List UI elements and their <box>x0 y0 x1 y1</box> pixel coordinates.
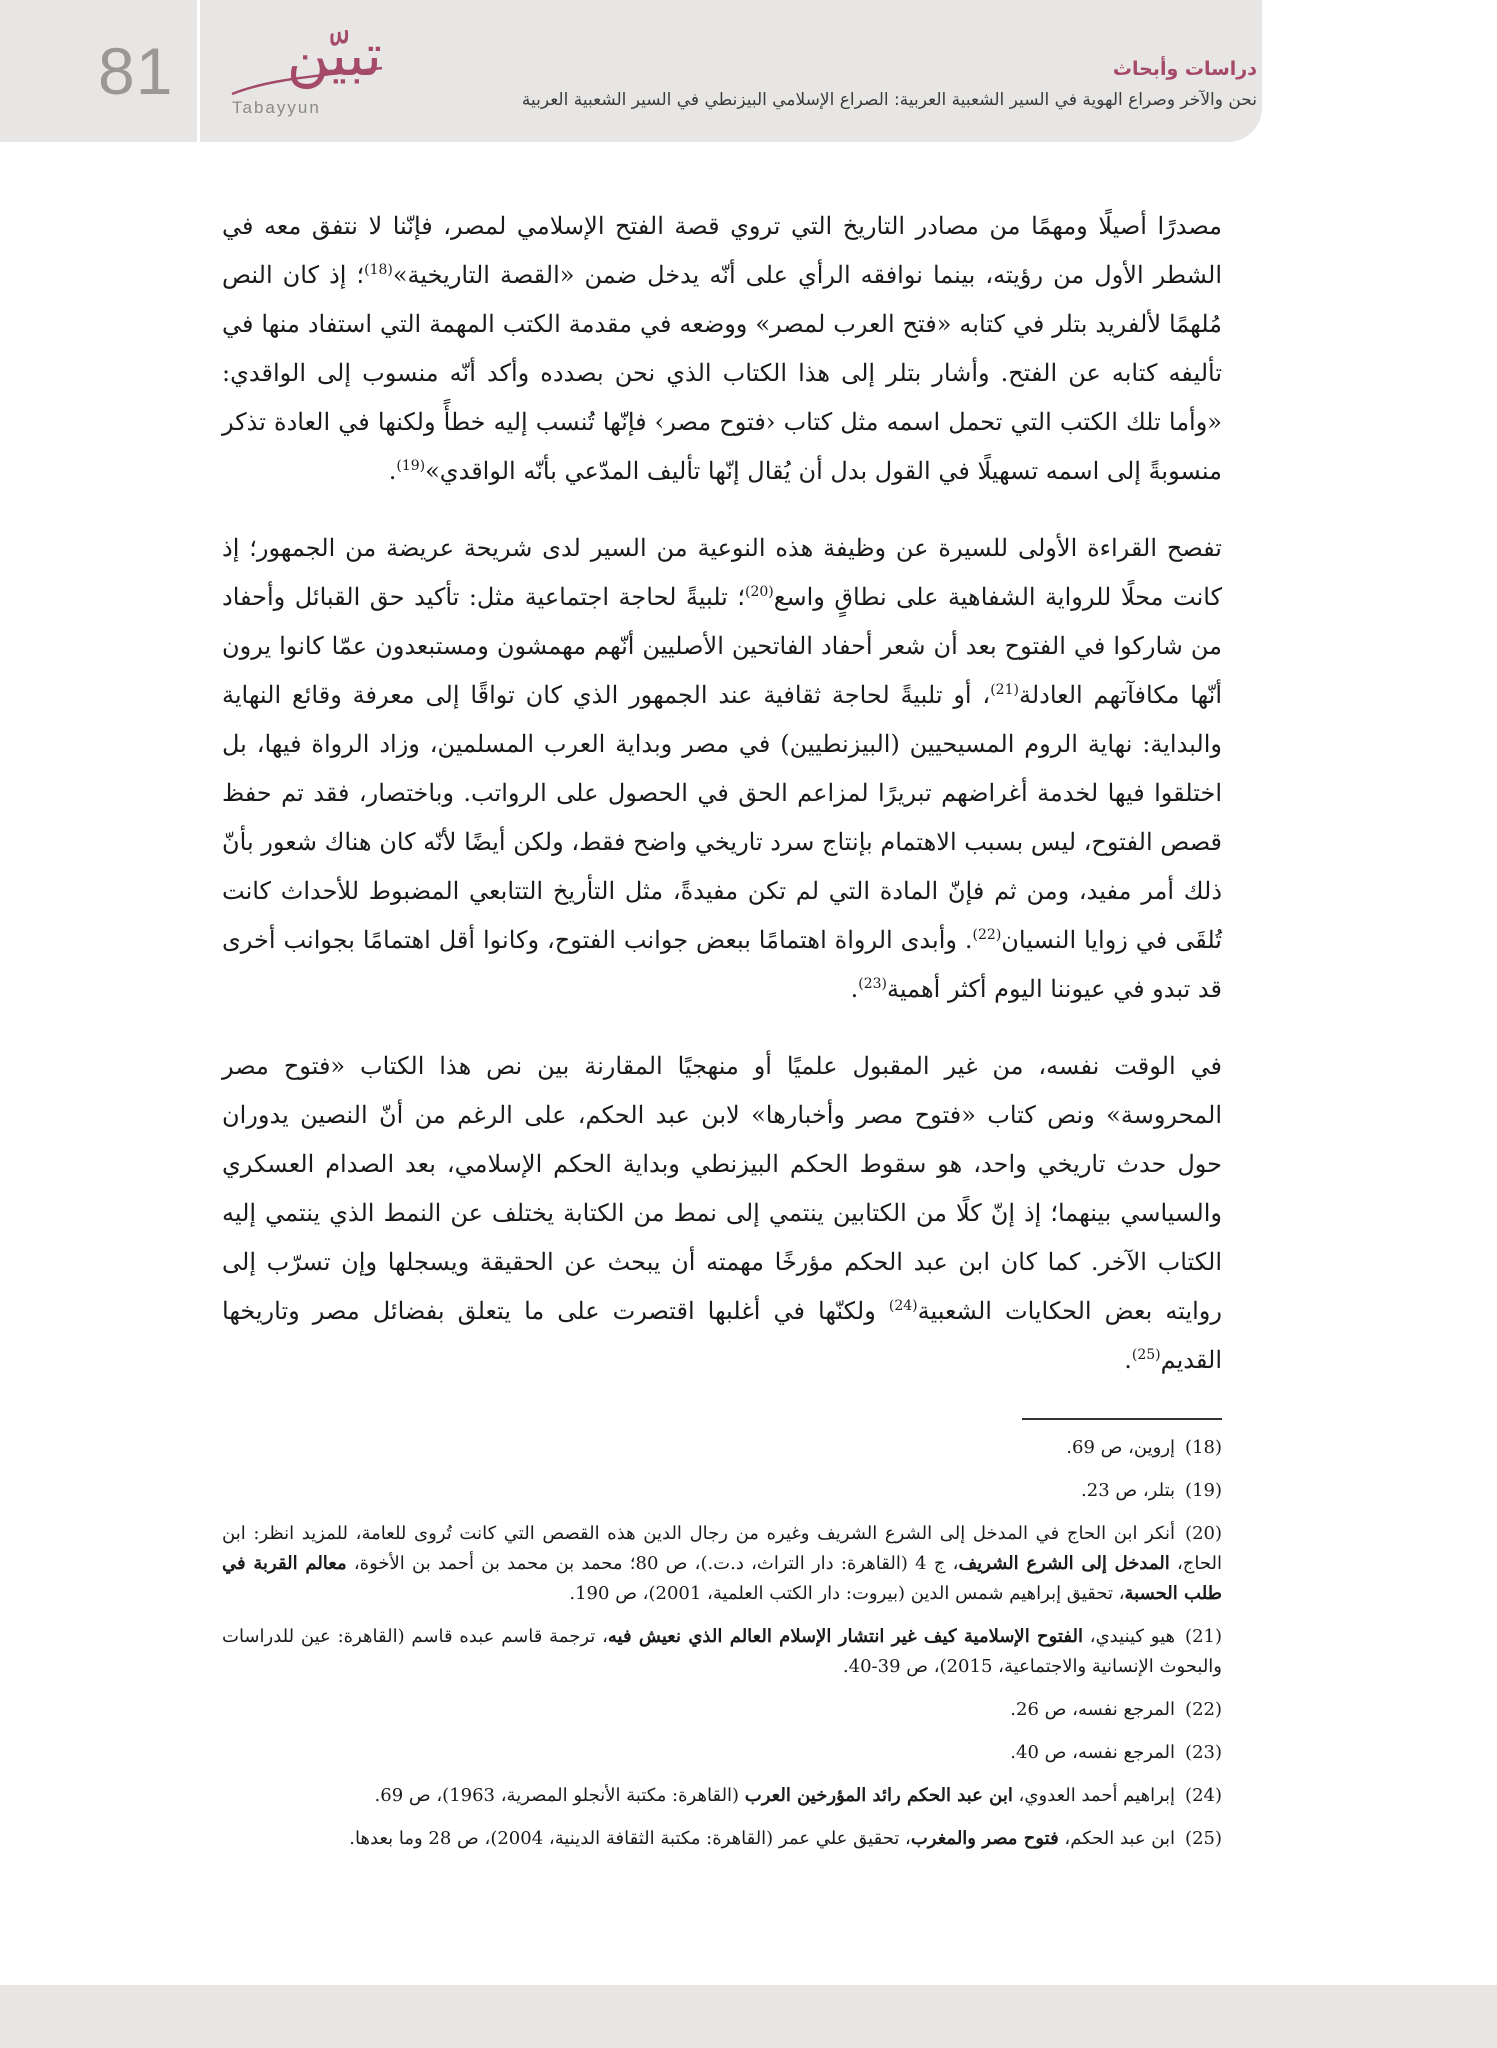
paragraph-3-text-b: ولكنّها في أغلبها اقتصرت على ما يتعلق بفضائل مصر وتاريخها القديم <box>222 1297 1222 1374</box>
footnote-23 <box>222 1738 1222 1768</box>
paragraph-3 <box>222 1042 1222 1385</box>
header-band <box>0 0 1262 142</box>
footnote-number: (20) <box>1185 1523 1222 1544</box>
footnote-20 <box>222 1519 1222 1609</box>
footnote-19 <box>222 1476 1222 1506</box>
footnote-text: المرجع نفسه، ص 26. <box>1010 1699 1176 1720</box>
footnote-number: (24) <box>1185 1785 1222 1806</box>
footnote-21 <box>222 1622 1222 1682</box>
paragraph-2-text-c: ، أو تلبيةً لحاجة ثقافية عند الجمهور الذي كان تواقًا إلى معرفة وقائع النهاية والبداية: نهاية الروم المسيحيين (البيزنطيين) في مصر وبداية العرب المسلمين، وزاد الرواة فيها، بل اختلقوا فيها لخدمة أغراضهم تبريرًا لمزاعم الحق في الحصول على الرواتب. وباختصار، فقد تم حفظ قصص الفتوح، ليس بسبب الاهتمام بإنتاج سرد تاريخي واضح فقط، ولكن أيضًا لأنّه كان هناك شعور بأنّ ذلك أمر مفيد، ومن ثم فإنّ المادة التي لم تكن مفيدةً، مثل التأريخ التتابعي المضبوط للأحداث كانت تُلقَى في زوايا النسيان <box>222 681 1222 954</box>
footnote-book-title: فتوح مصر والمغرب <box>910 1828 1059 1849</box>
section-title: دراسات وأبحاث <box>1112 58 1257 80</box>
paragraph-1-end: . <box>388 457 397 485</box>
footnote-ref-20[interactable]: (20) <box>744 584 774 600</box>
footnote-18 <box>222 1433 1222 1463</box>
footnote-text: ، تحقيق إبراهيم شمس الدين (بيروت: دار الكتب العلمية، 2001)، ص 190. <box>569 1583 1125 1604</box>
footnote-ref-24[interactable]: (24) <box>888 1298 918 1314</box>
footnote-separator <box>1022 1418 1222 1420</box>
footnote-book-title: معالم القربة في طلب الحسبة <box>222 1553 1222 1604</box>
footnote-number: (18) <box>1185 1437 1222 1458</box>
article-title: نحن والآخر وصراع الهوية في السير الشعبية العربية: الصراع الإسلامي البيزنطي في السير الشعبية العربية <box>521 90 1257 110</box>
footnote-book-title: الفتوح الإسلامية كيف غير انتشار الإسلام العالم الذي نعيش فيه <box>607 1626 1083 1647</box>
article-body <box>222 202 1222 1413</box>
footnote-number: (22) <box>1185 1699 1222 1720</box>
footer-band <box>0 1985 1497 2048</box>
footnote-22 <box>222 1695 1222 1725</box>
footnote-text: ابن عبد الحكم، <box>1058 1828 1176 1849</box>
footnote-book-title: ابن عبد الحكم رائد المؤرخين العرب <box>744 1785 1013 1806</box>
page-number: 81 <box>98 34 174 108</box>
footnote-number: (21) <box>1185 1626 1222 1647</box>
footnote-text: المرجع نفسه، ص 40. <box>1010 1742 1176 1763</box>
footnote-25 <box>222 1824 1222 1854</box>
logo-latin-text: Tabayyun <box>232 98 321 117</box>
paragraph-1-text-a: مصدرًا أصيلًا ومهمًا من مصادر التاريخ التي تروي قصة الفتح الإسلامي لمصر، فإنّنا لا نتفق معه في الشطر الأول من رؤيته، بينما نوافقه الرأي على أنّه يدخل ضمن «القصة التاريخية» <box>222 212 1222 289</box>
footnote-ref-18[interactable]: (18) <box>364 262 393 278</box>
paragraph-1-text-b: ؛ إذ كان النص مُلهمًا لألفريد بتلر في كتابه «فتح العرب لمصر» ووضعه في مقدمة الكتب المهمة التي استفاد منها في تأليفه كتابه عن الفتح. وأشار بتلر إلى هذا الكتاب الذي نحن بصدده وأكد أنّه منسوب إلى الواقدي: «وأما تلك الكتب التي تحمل اسمه مثل كتاب ‹فتوح مصر› فإنّها تُنسب إليه خطأً ولكنها في العادة تذكر منسوبةً إلى اسمه تسهيلًا في القول بدل أن يُقال إنّها تأليف المدّعي بأنّه الواقدي» <box>222 261 1222 485</box>
footnote-ref-21[interactable]: (21) <box>990 682 1019 698</box>
footnote-number: (19) <box>1185 1480 1222 1501</box>
footnote-ref-22[interactable]: (22) <box>972 927 1002 943</box>
footnote-number: (25) <box>1185 1828 1222 1849</box>
header-divider <box>197 0 200 142</box>
footnote-ref-19[interactable]: (19) <box>396 458 426 474</box>
footnote-text: أنكر ابن الحاج في المدخل إلى الشرع الشريف وغيره من رجال الدين هذه القصص التي كانت تُروى للعامة، للمزيد انظر: ابن الحاج، <box>222 1523 1223 1574</box>
paragraph-3-text-a: في الوقت نفسه، من غير المقبول علميًا أو منهجيًا المقارنة بين نص هذا الكتاب «فتوح مصر المحروسة» ونص كتاب «فتوح مصر وأخبارها» لابن عبد الحكم، على الرغم من أنّ النصين يدوران حول حدث تاريخي واحد، هو سقوط الحكم البيزنطي وبداية الحكم الإسلامي، بعد الصدام العسكري والسياسي بينهما؛ إذ إنّ كلًا من الكتابين ينتمي إلى نمط من الكتابة يختلف عن النمط الذي ينتمي إليه الكتاب الآخر. كما كان ابن عبد الحكم مؤرخًا مهمته أن يبحث عن الحقيقة ويسجلها وإن تسرّب إلى روايته بعض الحكايات الشعبية <box>222 1052 1223 1325</box>
footnote-text: بتلر، ص 23. <box>1081 1480 1176 1501</box>
paragraph-2 <box>222 524 1222 1014</box>
footnote-number: (23) <box>1185 1742 1222 1763</box>
footnote-text: إروين، ص 69. <box>1066 1437 1176 1458</box>
paragraph-2-text-b: ؛ تلبيةً لحاجة اجتماعية مثل: تأكيد حق القبائل وأحفاد من شاركوا في الفتوح بعد أن شعر أحفاد الفاتحين الأصليين أنّهم مهمشون ومستبعدون عمّا كانوا يرون أنّها مكافآتهم العادلة <box>222 583 1223 709</box>
footnote-text: ، ج 4 (القاهرة: دار التراث، د.ت.)، ص 80؛ محمد بن محمد بن أحمد بن الأخوة، <box>346 1553 959 1574</box>
footnote-text: ، تحقيق علي عمر (القاهرة: مكتبة الثقافة الدينية، 2004)، ص 28 وما بعدها. <box>349 1828 911 1849</box>
paragraph-2-end: . <box>850 975 859 1003</box>
footnote-ref-25[interactable]: (25) <box>1131 1347 1161 1363</box>
footnote-text: ، ترجمة قاسم عبده قاسم (القاهرة: عين للدراسات والبحوث الإنسانية والاجتماعية، 2015)، ص 39-40. <box>222 1626 1222 1677</box>
paragraph-2-text-a: تفصح القراءة الأولى للسيرة عن وظيفة هذه النوعية من السير لدى شريحة عريضة من الجمهور؛ إذ كانت محلًا للرواية الشفاهية على نطاقٍ واسع <box>222 534 1222 611</box>
footnote-ref-23[interactable]: (23) <box>858 976 887 992</box>
footnotes <box>222 1433 1222 1867</box>
footnote-text: إبراهيم أحمد العدوي، <box>1012 1785 1176 1806</box>
paragraph-3-end: . <box>1124 1346 1132 1374</box>
logo-arabic-text: تبيّن <box>286 21 382 89</box>
footnote-text: هيو كينيدي، <box>1082 1626 1176 1647</box>
footnote-24 <box>222 1781 1222 1811</box>
paragraph-2-text-d: . وأبدى الرواة اهتمامًا ببعض جوانب الفتوح، وكانوا أقل اهتمامًا بجوانب أخرى قد تبدو في عيوننا اليوم أكثر أهمية <box>222 926 1222 1003</box>
footnote-text: (القاهرة: مكتبة الأنجلو المصرية، 1963)، ص 69. <box>374 1785 745 1806</box>
paragraph-1 <box>222 202 1222 496</box>
footnote-book-title: المدخل إلى الشرع الشريف <box>958 1553 1170 1574</box>
tabayyun-logo <box>212 18 402 130</box>
